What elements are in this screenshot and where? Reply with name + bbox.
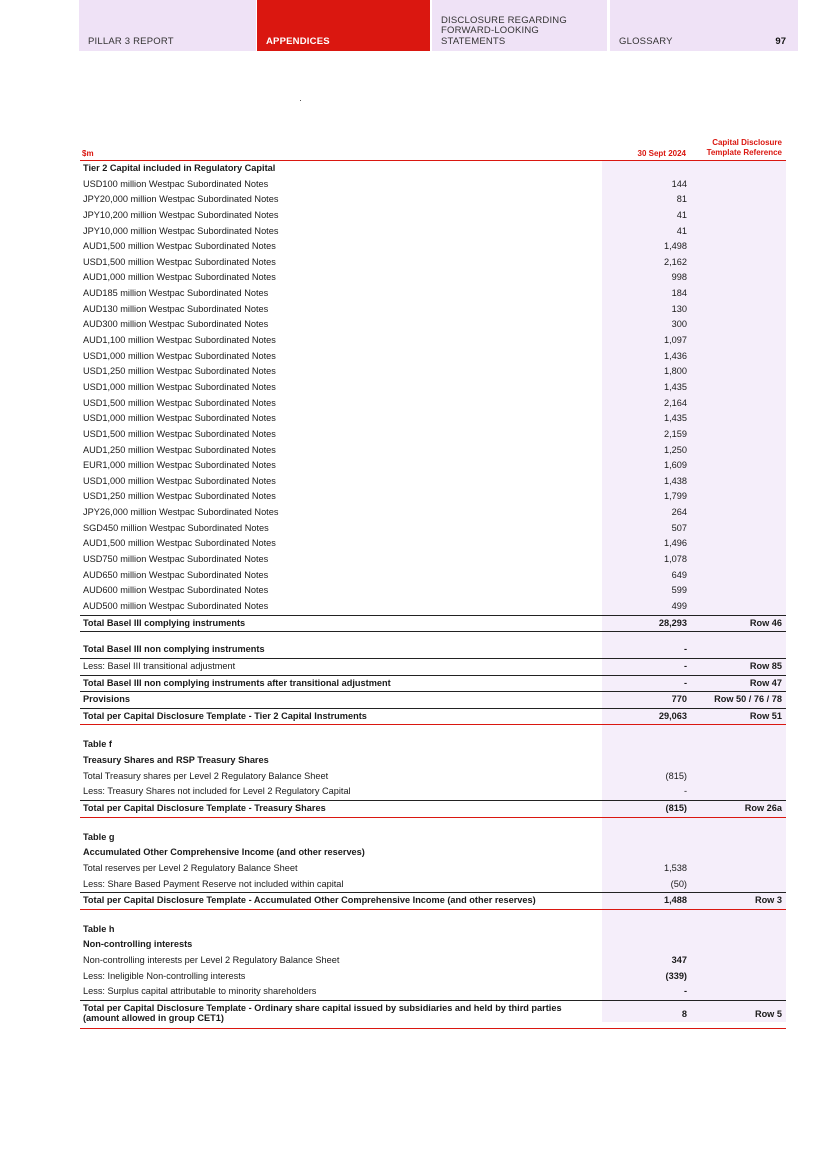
row-label: JPY10,200 million Westpac Subordinated Notes	[83, 209, 279, 220]
row-label: USD1,000 million Westpac Subordinated Notes	[83, 350, 276, 361]
row-value: 649	[671, 569, 687, 580]
row-label: AUD1,500 million Westpac Subordinated Notes	[83, 538, 276, 549]
row-label: Non-controlling interests	[83, 939, 193, 950]
row-value: 28,293	[658, 617, 687, 628]
row-ref: Row 51	[749, 710, 782, 721]
row-label: Less: Surplus capital attributable to minority shareholders	[83, 986, 317, 997]
tab-disclosure-forward-looking[interactable]	[432, 0, 607, 51]
row-value: 1,436	[664, 350, 687, 361]
date-header: 30 Sept 2024	[637, 149, 686, 158]
row-value: 130	[671, 303, 687, 314]
reference-header: Capital Disclosure Template Reference	[706, 138, 782, 157]
row-label: USD750 million Westpac Subordinated Notes	[83, 554, 269, 565]
table-row	[80, 364, 786, 380]
row-value: 499	[671, 600, 687, 611]
table-row	[80, 521, 786, 537]
capital-table	[80, 138, 786, 1029]
table-row	[80, 255, 786, 271]
row-ref: Row 46	[749, 617, 782, 628]
row-label: AUD1,250 million Westpac Subordinated Notes	[83, 444, 276, 455]
table-row	[80, 427, 786, 443]
row-value: 1,609	[664, 460, 687, 471]
row-ref: Row 5	[754, 1009, 782, 1020]
row-label: AUD300 million Westpac Subordinated Notes	[83, 319, 269, 330]
table-row	[80, 489, 786, 505]
row-value: -	[683, 644, 687, 655]
row-label: Total Basel III complying instruments	[83, 617, 246, 628]
section-heading	[80, 753, 786, 769]
row-label: Less: Basel III transitional adjustment	[83, 660, 236, 671]
table-title	[80, 830, 786, 846]
row-value: 2,164	[664, 397, 687, 408]
row-label: Table f	[83, 739, 112, 750]
row-label: Total per Capital Disclosure Template - Ordinary share capital issued by subsidiaries and held by third parties (amount allowed in group CET1)	[83, 1003, 562, 1024]
table-row	[80, 192, 786, 208]
row-label: Less: Ineligible Non-controlling interests	[83, 970, 246, 981]
table-row	[80, 599, 786, 615]
row-label: USD1,000 million Westpac Subordinated Notes	[83, 475, 276, 486]
row-label: USD100 million Westpac Subordinated Notes	[83, 178, 269, 189]
row-value: 1,097	[664, 335, 687, 346]
row-label: Less: Treasury Shares not included for Level 2 Regulatory Capital	[83, 786, 351, 797]
tab-label: DISCLOSURE REGARDING FORWARD-LOOKING STATEMENTS	[441, 14, 567, 47]
row-label: Less: Share Based Payment Reserve not included within capital	[83, 878, 344, 889]
row-label: USD1,500 million Westpac Subordinated Notes	[83, 397, 276, 408]
row-value: -	[683, 660, 687, 671]
row-value: -	[683, 677, 687, 688]
table-row	[80, 536, 786, 552]
table-row	[80, 969, 786, 985]
total-row	[80, 801, 786, 818]
row-label: AUD1,100 million Westpac Subordinated Notes	[83, 335, 276, 346]
table-title	[80, 737, 786, 753]
row-value: 41	[676, 209, 687, 220]
row-value: 1,488	[664, 895, 687, 906]
row-value: 599	[671, 585, 687, 596]
row-value: 347	[671, 955, 687, 966]
row-value: 1,438	[664, 475, 687, 486]
stray-dot	[300, 100, 301, 101]
row-value: -	[683, 786, 687, 797]
row-value: 1,799	[664, 491, 687, 502]
row-label: JPY26,000 million Westpac Subordinated Notes	[83, 507, 279, 518]
row-label: Total reserves per Level 2 Regulatory Balance Sheet	[83, 862, 298, 873]
row-value: (339)	[665, 970, 687, 981]
table-row	[80, 568, 786, 584]
row-label: AUD600 million Westpac Subordinated Notes	[83, 585, 269, 596]
row-label: AUD500 million Westpac Subordinated Notes	[83, 600, 269, 611]
table-row	[80, 396, 786, 412]
table-row	[80, 984, 786, 1001]
row-label: JPY20,000 million Westpac Subordinated Notes	[83, 194, 279, 205]
row-value: 29,063	[658, 710, 687, 721]
tab-appendices[interactable]	[257, 0, 430, 51]
row-value: 41	[676, 225, 687, 236]
row-value: 1,496	[664, 538, 687, 549]
section-heading	[80, 845, 786, 861]
header-nav	[79, 0, 798, 51]
row-label: Total per Capital Disclosure Template - Tier 2 Capital Instruments	[83, 710, 367, 721]
table-row	[80, 317, 786, 333]
row-label: Table h	[83, 923, 115, 934]
row-label: USD1,000 million Westpac Subordinated Notes	[83, 413, 276, 424]
row-value: 507	[671, 522, 687, 533]
table-row	[80, 208, 786, 224]
row-value: 81	[676, 194, 687, 205]
page-number: 97	[775, 36, 786, 47]
row-label: Non-controlling interests per Level 2 Regulatory Balance Sheet	[83, 955, 340, 966]
row-label: Total Treasury shares per Level 2 Regulatory Balance Sheet	[83, 770, 329, 781]
tab-glossary[interactable]	[610, 0, 798, 51]
row-ref: Row 47	[749, 677, 782, 688]
table-row	[80, 692, 786, 709]
unit-header: $m	[82, 149, 94, 158]
row-label: USD1,250 million Westpac Subordinated Notes	[83, 366, 276, 377]
row-value: 998	[671, 272, 687, 283]
table-row	[80, 177, 786, 193]
table-row	[80, 861, 786, 877]
row-value: 8	[681, 1009, 687, 1020]
section-heading	[80, 937, 786, 953]
row-label: Total Basel III non complying instruments after transitional adjustment	[83, 677, 391, 688]
tab-label: APPENDICES	[266, 35, 330, 47]
row-value: 300	[671, 319, 687, 330]
row-ref: Row 85	[749, 660, 782, 671]
table-row	[80, 769, 786, 785]
row-value: (50)	[670, 878, 687, 889]
row-value: 1,435	[664, 381, 687, 392]
row-label: Tier 2 Capital included in Regulatory Capital	[83, 163, 276, 173]
row-label: USD1,000 million Westpac Subordinated Notes	[83, 381, 276, 392]
table-header	[80, 138, 786, 161]
row-value: 1,435	[664, 413, 687, 424]
table-row	[80, 239, 786, 255]
row-value: 1,538	[664, 862, 687, 873]
row-label: AUD185 million Westpac Subordinated Notes	[83, 288, 269, 299]
table-row	[80, 642, 786, 659]
row-value: 184	[671, 288, 687, 299]
row-label: Table g	[83, 831, 115, 842]
table-row	[80, 349, 786, 365]
row-label: JPY10,000 million Westpac Subordinated Notes	[83, 225, 279, 236]
row-label: AUD1,000 million Westpac Subordinated Notes	[83, 272, 276, 283]
row-value: -	[683, 986, 687, 997]
total-row	[80, 893, 786, 910]
table-row	[80, 286, 786, 302]
row-label: USD1,250 million Westpac Subordinated Notes	[83, 491, 276, 502]
table-row	[80, 443, 786, 459]
row-ref: Row 3	[754, 895, 782, 906]
row-ref: Row 26a	[744, 802, 782, 813]
row-label: Total per Capital Disclosure Template - Accumulated Other Comprehensive Income (and other reserves)	[83, 895, 536, 906]
row-label: AUD650 million Westpac Subordinated Notes	[83, 569, 269, 580]
row-value: 1,800	[664, 366, 687, 377]
row-label: USD1,500 million Westpac Subordinated Notes	[83, 256, 276, 267]
row-label: Total per Capital Disclosure Template - Treasury Shares	[83, 802, 326, 813]
row-value: 1,498	[664, 241, 687, 252]
row-label: USD1,500 million Westpac Subordinated Notes	[83, 428, 276, 439]
row-label: Total Basel III non complying instruments	[83, 644, 265, 655]
table-row	[80, 333, 786, 349]
table-row	[80, 505, 786, 521]
tab-label: PILLAR 3 REPORT	[88, 35, 174, 47]
table-row	[80, 270, 786, 286]
row-ref: Row 50 / 76 / 78	[714, 694, 782, 705]
total-row	[80, 615, 786, 633]
total-row	[80, 1001, 786, 1029]
row-value: (815)	[665, 770, 687, 781]
row-label: Accumulated Other Comprehensive Income (and other reserves)	[83, 847, 365, 858]
row-value: 1,250	[664, 444, 687, 455]
row-label: EUR1,000 million Westpac Subordinated Notes	[83, 460, 276, 471]
table-row	[80, 583, 786, 599]
table-row	[80, 877, 786, 894]
row-value: 2,162	[664, 256, 687, 267]
table-row	[80, 953, 786, 969]
row-value: 1,078	[664, 554, 687, 565]
section-heading	[80, 161, 786, 177]
table-row	[80, 458, 786, 474]
table-row	[80, 659, 786, 676]
table-row	[80, 224, 786, 240]
table-row	[80, 380, 786, 396]
row-label: SGD450 million Westpac Subordinated Notes	[83, 522, 269, 533]
row-value: 2,159	[664, 428, 687, 439]
row-label: Provisions	[83, 694, 130, 705]
row-label: Treasury Shares and RSP Treasury Shares	[83, 755, 269, 766]
table-row	[80, 302, 786, 318]
total-row	[80, 709, 786, 726]
tab-pillar-3-report[interactable]	[79, 0, 256, 51]
row-value: (815)	[665, 802, 687, 813]
table-row	[80, 784, 786, 801]
table-row	[80, 411, 786, 427]
table-row	[80, 676, 786, 693]
row-label: AUD1,500 million Westpac Subordinated Notes	[83, 241, 276, 252]
notes-list	[80, 177, 786, 615]
table-row	[80, 474, 786, 490]
row-value: 264	[671, 507, 687, 518]
row-value: 144	[671, 178, 687, 189]
row-label: AUD130 million Westpac Subordinated Notes	[83, 303, 269, 314]
row-value: 770	[671, 694, 687, 705]
tab-label: GLOSSARY	[619, 35, 673, 47]
table-row	[80, 552, 786, 568]
table-title	[80, 922, 786, 938]
